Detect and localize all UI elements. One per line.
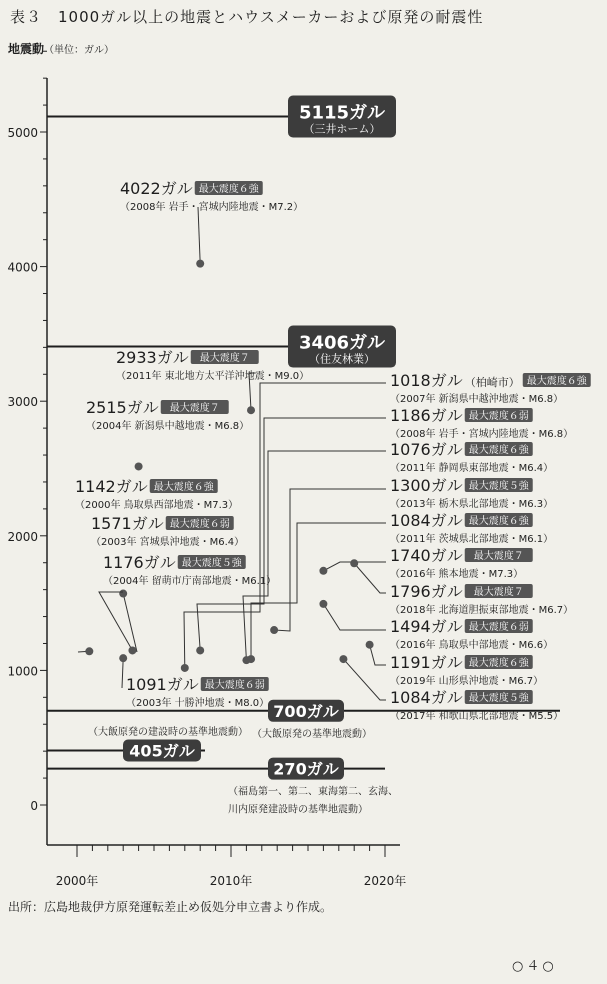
data-label-note: （2004年 新潟県中越地震・M6.8） xyxy=(86,421,250,432)
data-label: 4022ガル xyxy=(120,179,193,198)
data-label-note: （2008年 岩手・宮城内陸地震・M6.8） xyxy=(390,429,574,440)
data-label-note: （2004年 留萌市庁南部地震・M6.1） xyxy=(103,576,277,587)
data-label-note: （2003年 宮城県沖地震・M6.4） xyxy=(91,537,245,548)
data-label-note: （2011年 茨城県北部地震・M6.1） xyxy=(390,534,554,545)
data-point xyxy=(119,654,127,662)
data-point xyxy=(366,641,374,649)
intensity-badge-text: 最大震度７ xyxy=(473,587,524,598)
data-point xyxy=(247,406,255,414)
page-number: ○４○ xyxy=(512,959,557,974)
leader-line xyxy=(274,489,386,631)
intensity-badge-text: 最大震度６弱 xyxy=(468,411,529,422)
leader-line xyxy=(251,523,386,659)
data-label: 1186ガル xyxy=(390,406,463,425)
data-label-note: （2016年 鳥取県中部地震・M6.6） xyxy=(390,640,554,651)
intensity-badge-text: 最大震度６強 xyxy=(468,658,529,669)
data-point xyxy=(196,646,204,654)
data-label-note: （2019年 山形県沖地震・M6.7） xyxy=(390,676,544,687)
data-label-note: （2011年 東北地方太平洋沖地震・M9.0） xyxy=(116,371,310,382)
data-label-note: （2018年 北海道胆振東部地震・M6.7） xyxy=(390,605,574,616)
x-tick-label: 2000年 xyxy=(55,874,99,888)
data-point xyxy=(128,646,136,654)
y-tick-label: 2000 xyxy=(7,529,38,544)
reference-value: 700ガル xyxy=(273,701,339,721)
data-label: 2515ガル xyxy=(86,398,159,417)
reference-subtitle: （大飯原発の基準地震動） xyxy=(252,728,372,740)
reference-value: 270ガル xyxy=(273,759,339,779)
intensity-badge-text: 最大震度７ xyxy=(473,551,524,562)
intensity-badge-text: 最大震度７ xyxy=(169,403,220,414)
data-point xyxy=(119,590,127,598)
data-label: 1018ガル xyxy=(390,371,463,390)
data-label-note: （2013年 栃木県北部地震・M6.3） xyxy=(390,499,554,510)
data-label: 1494ガル xyxy=(390,617,463,636)
data-label-place: （柏崎市） xyxy=(464,376,520,389)
reference-value: 405ガル xyxy=(129,741,195,761)
leader-line xyxy=(197,418,386,650)
x-tick-label: 2020年 xyxy=(363,874,407,888)
data-label-note: （2008年 岩手・宮城内陸地震・M7.2） xyxy=(120,202,304,213)
data-point xyxy=(247,655,255,663)
data-point xyxy=(181,664,189,672)
x-tick-label: 2010年 xyxy=(209,874,253,888)
intensity-badge-text: 最大震度６強 xyxy=(198,184,259,195)
leader-line xyxy=(123,594,137,652)
data-label-note: （2016年 熊本地震・M7.3） xyxy=(390,569,524,580)
y-tick-label: 0 xyxy=(30,799,38,813)
data-label-note: （2000年 鳥取県西部地震・M7.3） xyxy=(75,500,239,511)
data-label: 1796ガル xyxy=(390,582,463,601)
data-label: 2933ガル xyxy=(116,348,189,367)
intensity-badge-text: 最大震度５強 xyxy=(468,693,529,704)
data-label: 1740ガル xyxy=(390,546,463,565)
data-point xyxy=(339,655,347,663)
data-label: 1091ガル xyxy=(126,675,199,694)
intensity-badge-text: 最大震度５強 xyxy=(468,481,529,492)
leader-line xyxy=(323,604,386,630)
data-point xyxy=(270,626,278,634)
data-point xyxy=(135,462,143,470)
reference-note: （大飯原発の建設時の基準地震動） xyxy=(88,726,248,738)
data-point xyxy=(319,567,327,575)
leader-line xyxy=(99,592,132,650)
chart-title: 表３ 1000ガル以上の地震とハウスメーカーおよび原発の耐震性 xyxy=(10,8,484,26)
data-point xyxy=(319,600,327,608)
intensity-badge-text: 最大震度６弱 xyxy=(204,680,265,691)
intensity-badge-text: 最大震度６強 xyxy=(526,376,587,387)
y-tick-label: 5000 xyxy=(7,126,38,140)
reference-value: 5115ガル xyxy=(298,102,386,124)
intensity-badge-text: 最大震度５強 xyxy=(181,558,242,569)
y-tick-label: 4000 xyxy=(7,260,38,275)
leader-line xyxy=(198,207,200,264)
intensity-badge-text: 最大震度６強 xyxy=(468,445,529,456)
y-tick-label: 1000 xyxy=(7,664,38,679)
intensity-badge-text: 最大震度６弱 xyxy=(468,622,529,633)
data-label-note: （2007年 新潟県中越沖地震・M6.8） xyxy=(390,394,564,405)
data-label-note: （2003年 十勝沖地震・M8.0） xyxy=(126,698,270,709)
reference-value: 3406ガル xyxy=(298,332,386,354)
data-point xyxy=(196,260,204,268)
reference-subtitle: （住友林業） xyxy=(309,352,375,366)
leader-line xyxy=(122,658,123,688)
data-point xyxy=(85,647,93,655)
data-label: 1076ガル xyxy=(390,440,463,459)
reference-subtitle: 川内原発建設時の基準地震動） xyxy=(228,804,368,816)
data-label: 1571ガル xyxy=(91,514,164,533)
intensity-badge-text: 最大震度６強 xyxy=(468,516,529,527)
data-label: 1300ガル xyxy=(390,476,463,495)
intensity-badge-text: 最大震度６弱 xyxy=(169,519,230,530)
data-label-note: （2011年 静岡県東部地震・M6.4） xyxy=(390,463,554,474)
source-note: 出所：広島地裁伊方原発運転差止め仮処分申立書より作成。 xyxy=(8,900,333,914)
y-axis-label: 地震動 xyxy=(8,42,45,56)
data-label: 1191ガル xyxy=(390,653,463,672)
reference-subtitle: （福島第一、第二、東海第二、玄海、 xyxy=(228,786,398,798)
data-point xyxy=(350,559,358,567)
leader-line xyxy=(354,563,386,593)
y-tick-label: 3000 xyxy=(7,395,38,410)
intensity-badge-text: 最大震度７ xyxy=(199,353,250,364)
data-label: 1084ガル xyxy=(390,511,463,530)
data-label: 1142ガル xyxy=(75,477,148,496)
y-axis-unit: （単位：ガル） xyxy=(44,45,115,56)
data-label: 1084ガル xyxy=(390,688,463,707)
data-label-note: （2017年 和歌山県北部地震・M5.5） xyxy=(390,711,564,722)
intensity-badge-text: 最大震度６強 xyxy=(153,482,214,493)
reference-subtitle: （三井ホーム） xyxy=(303,122,381,136)
data-label: 1176ガル xyxy=(103,553,176,572)
